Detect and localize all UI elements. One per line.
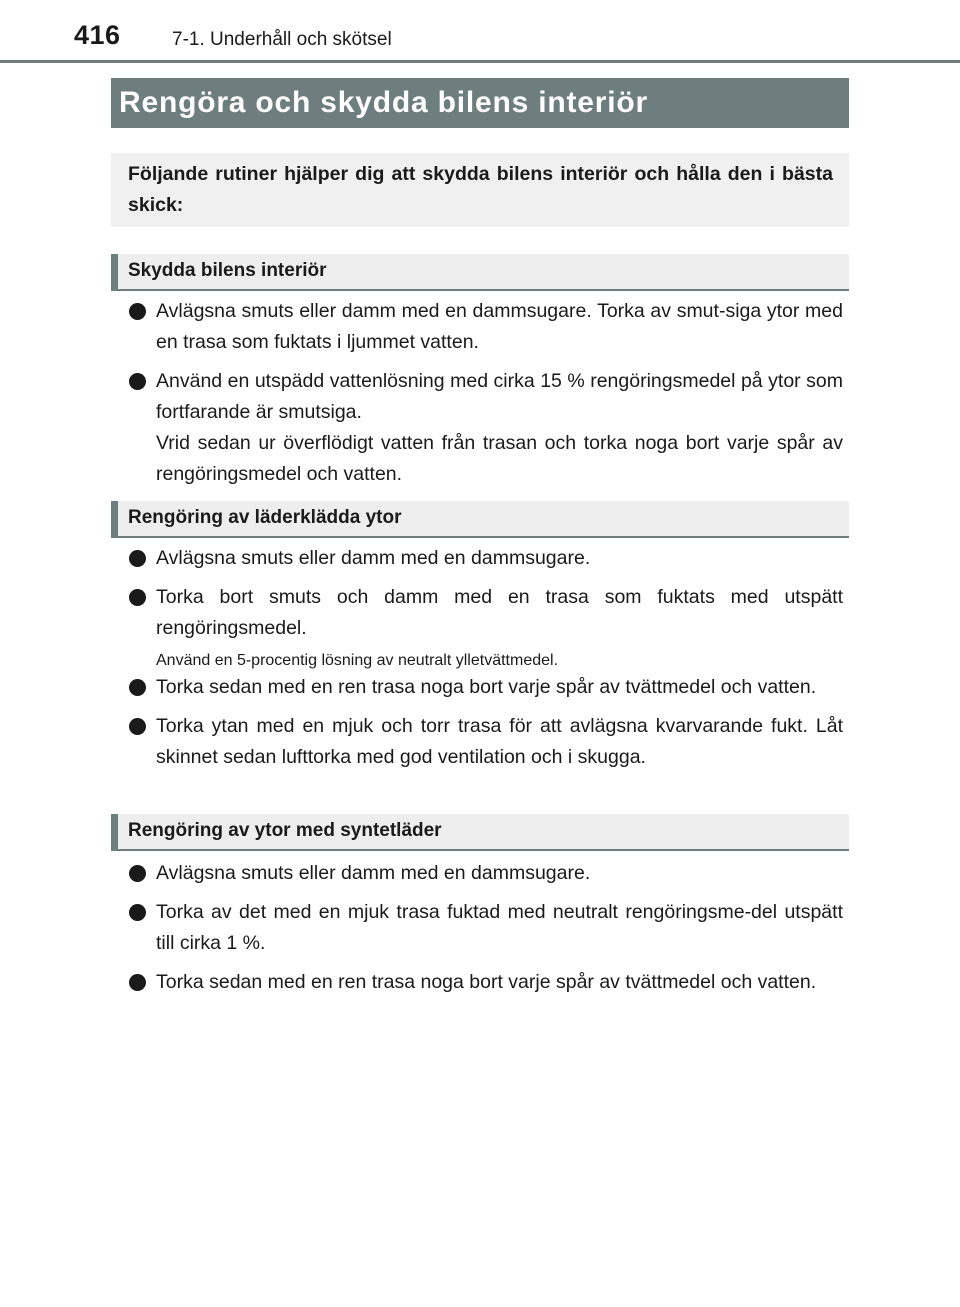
list-item [129,897,843,959]
bullet-icon [129,550,146,567]
list-item [129,366,843,428]
list-item [129,858,843,889]
list-item [129,711,843,773]
list-item-text: Vrid sedan ur överflödigt vatten från trasan och torka noga bort varje spår av rengöringsmedel och vatten. [156,432,843,485]
intro-text: Följande rutiner hjälper dig att skydda bilens interiör och hålla den i bästa skick: [111,153,849,227]
list-item-text: Torka bort smuts och damm med en trasa som fuktats med utspätt rengöringsmedel. [156,586,843,639]
bullet-icon [129,589,146,606]
bullet-list-protect-interior [129,296,843,490]
bullet-icon [129,373,146,390]
list-item-text: Torka av det med en mjuk trasa fuktad med neutralt rengöringsme-del utspätt till cirka 1 %. [156,901,843,954]
page-title: Rengöra och skydda bilens interiör [111,78,849,128]
list-item [129,582,843,644]
header-divider [0,60,960,63]
bullet-icon [129,718,146,735]
bullet-icon [129,303,146,320]
page-number: 416 [74,20,121,50]
bullet-list-synthetic-leather [129,858,843,998]
section-heading-leather: Rengöring av läderklädda ytor [111,501,849,538]
list-item-continuation [129,428,843,490]
bullet-list-leather-a [129,543,843,644]
list-item-text: Torka sedan med en ren trasa noga bort varje spår av tvättmedel och vatten. [156,676,817,698]
list-item [129,296,843,358]
section-heading-protect-interior: Skydda bilens interiör [111,254,849,291]
bullet-icon [129,679,146,696]
section-path: 7-1. Underhåll och skötsel [172,29,392,50]
list-item-text: Avlägsna smuts eller damm med en dammsugare. [156,547,591,569]
bullet-icon [129,974,146,991]
list-item [129,967,843,998]
bullet-icon [129,865,146,882]
list-item-text: Torka sedan med en ren trasa noga bort varje spår av tvättmedel och vatten. [156,971,817,993]
bullet-icon [129,904,146,921]
list-item-text: Avlägsna smuts eller damm med en dammsugare. [156,862,591,884]
list-item [129,543,843,574]
note-text: Använd en 5-procentig lösning av neutralt ylletvättmedel. [156,652,559,669]
list-item [129,672,843,703]
page-header [0,0,960,64]
section-heading-synthetic-leather: Rengöring av ytor med syntetläder [111,814,849,851]
list-item-text: Torka ytan med en mjuk och torr trasa för att avlägsna kvarvarande fukt. Låt skinnet sedan lufttorka med god ventilation och i skugga. [156,715,843,768]
bullet-list-leather-b [129,672,843,773]
list-item-text: Avlägsna smuts eller damm med en dammsugare. Torka av smut-siga ytor med en trasa som fuktats i ljummet vatten. [156,300,843,353]
list-item-text: Använd en utspädd vattenlösning med cirka 15 % rengöringsmedel på ytor som fortfarande är smutsiga. [156,370,843,423]
